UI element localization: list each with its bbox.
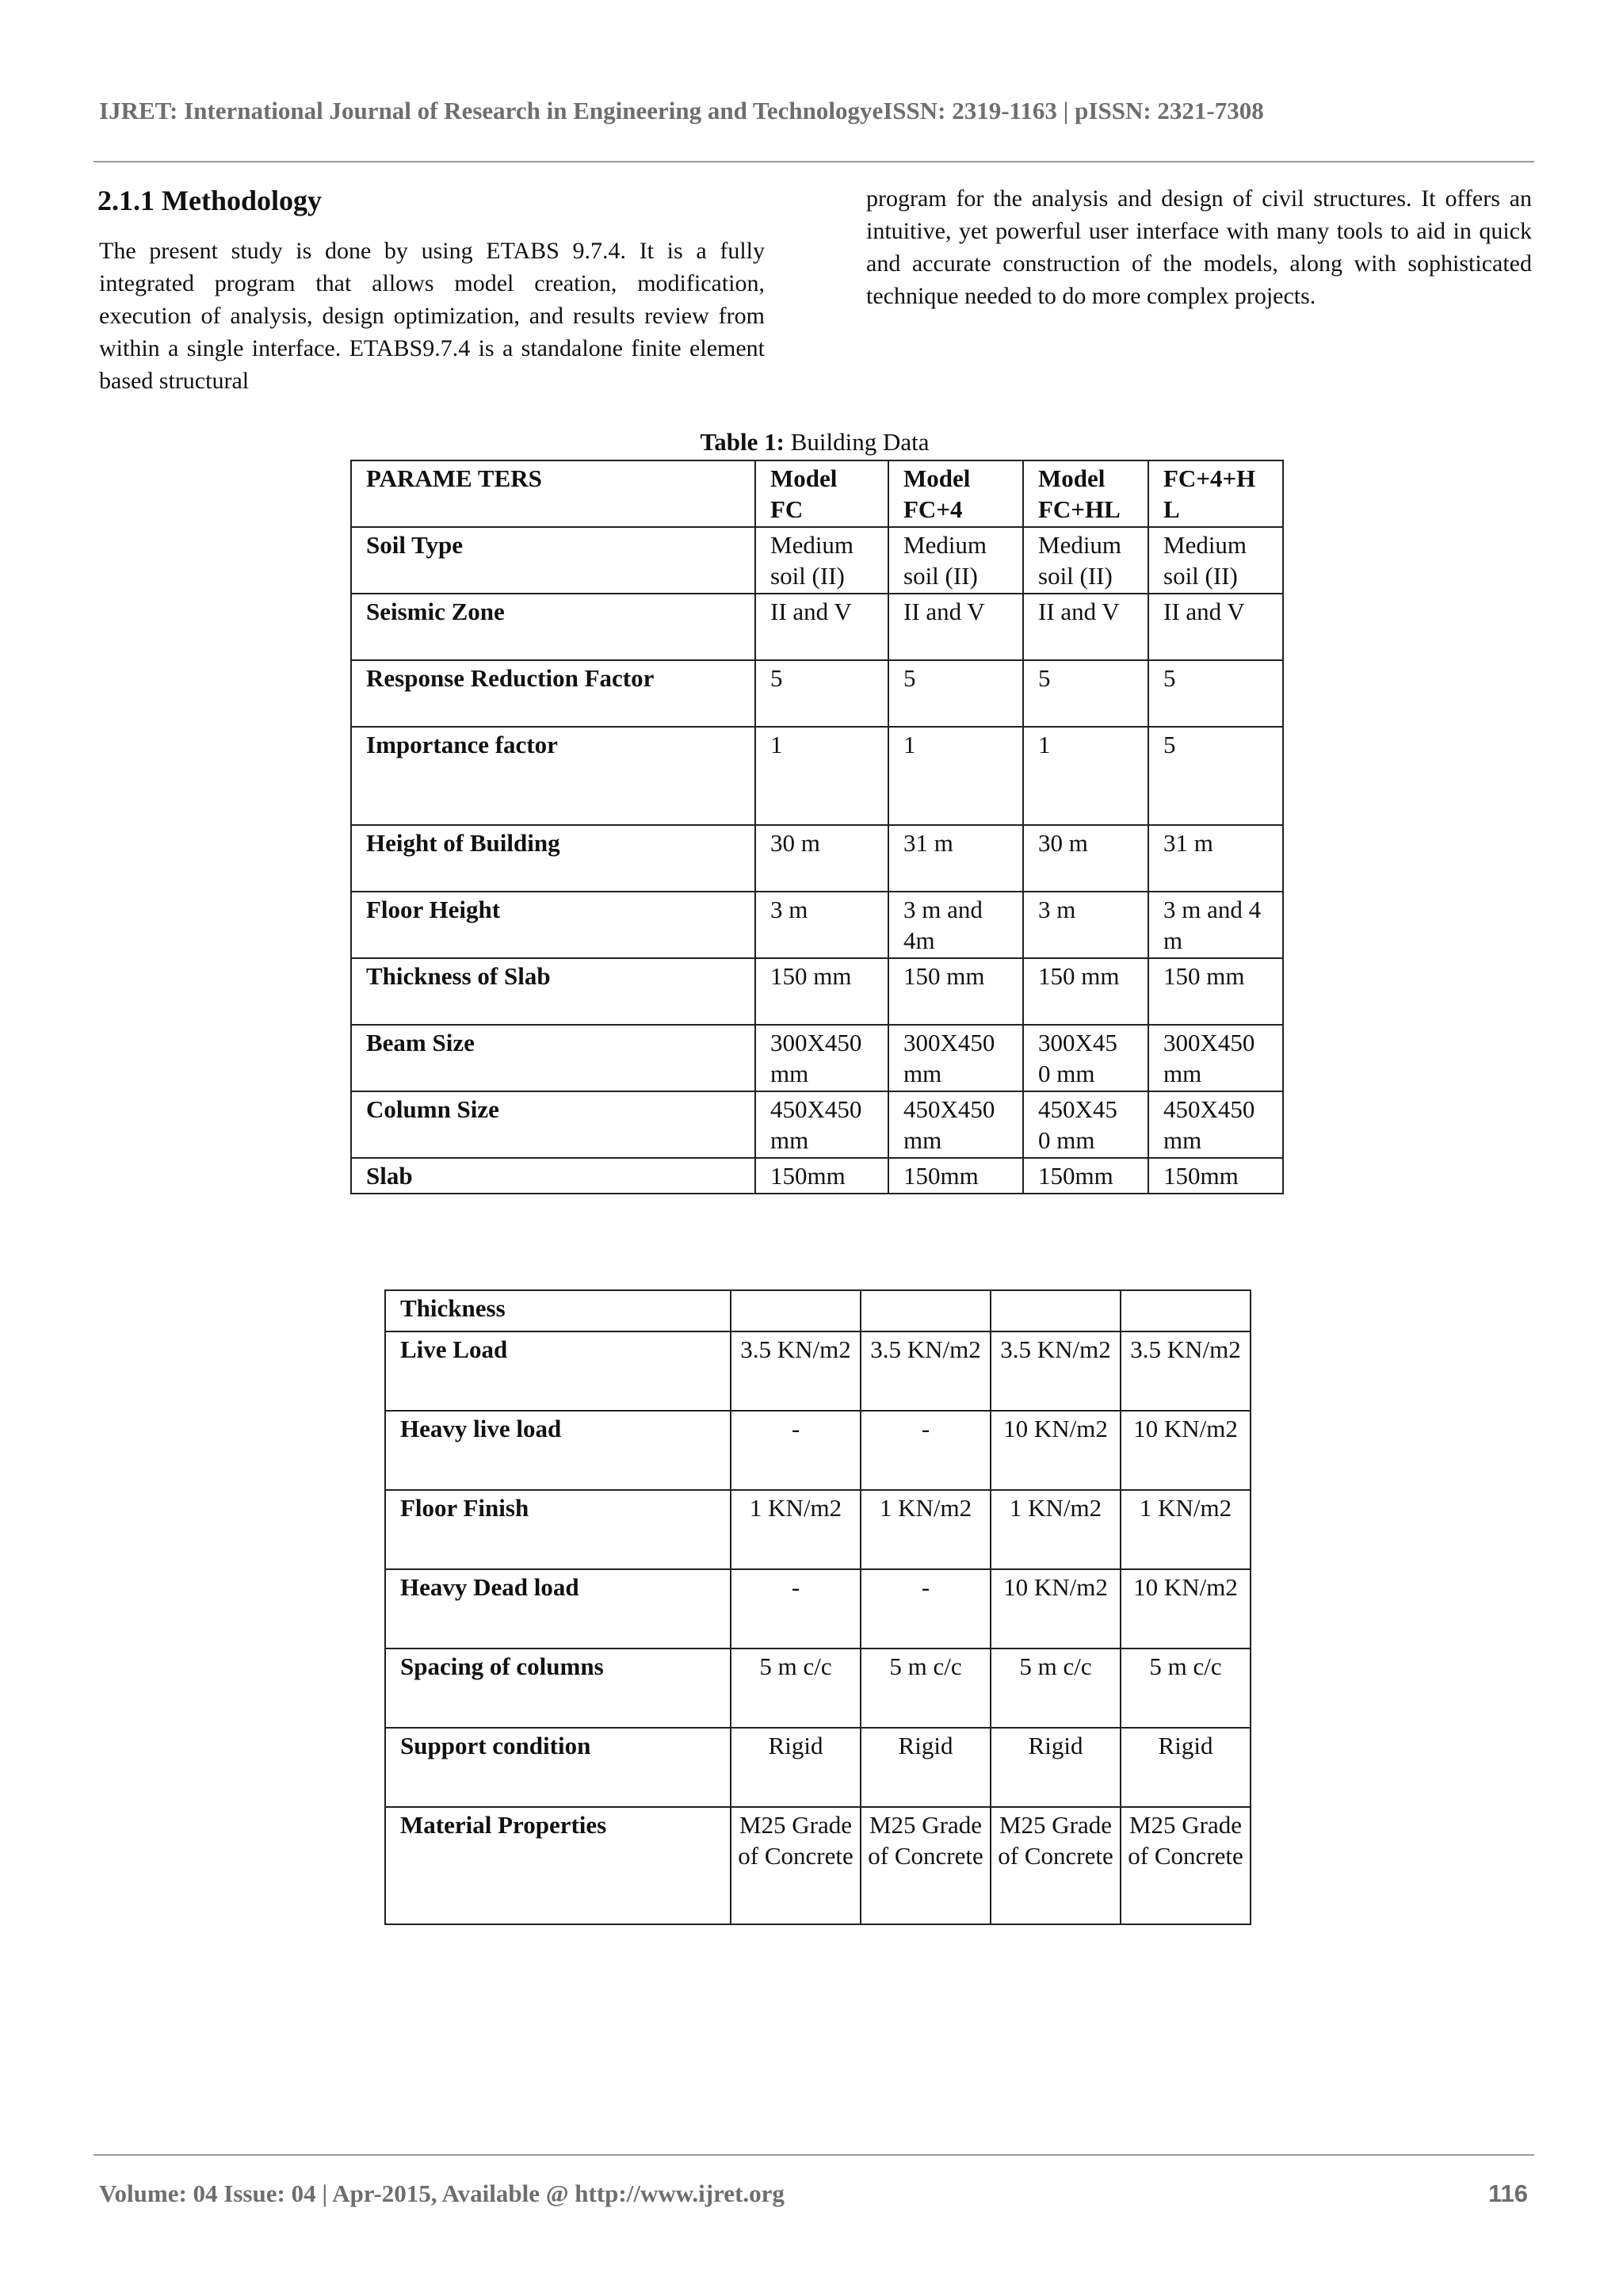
parameter-cell: Spacing of columns (385, 1648, 731, 1728)
value-cell: 150mm (888, 1158, 1023, 1194)
parameter-cell: Material Properties (385, 1807, 731, 1924)
value-cell: Rigid (991, 1728, 1121, 1807)
table-caption-text: Building Data (784, 428, 930, 456)
value-cell (731, 1290, 861, 1331)
parameter-cell: Column Size (351, 1091, 755, 1158)
value-cell: 300X450 mm (755, 1025, 888, 1091)
header-cell-model: Model FC+4 (888, 460, 1023, 527)
table-row (351, 825, 1283, 892)
parameter-cell: Slab (351, 1158, 755, 1194)
value-cell: - (731, 1411, 861, 1490)
parameter-cell: Seismic Zone (351, 594, 755, 660)
value-cell: II and V (755, 594, 888, 660)
value-cell: 450X450 mm (755, 1091, 888, 1158)
value-cell (1121, 1290, 1251, 1331)
table-row (385, 1648, 1251, 1728)
value-cell: II and V (1023, 594, 1148, 660)
table-row (351, 527, 1283, 594)
header-cell-model: Model FC (755, 460, 888, 527)
value-cell: 5 m c/c (991, 1648, 1121, 1728)
value-cell: 10 KN/m2 (1121, 1569, 1251, 1648)
value-cell: 150 mm (1023, 958, 1148, 1025)
footer-divider (94, 2154, 1534, 2156)
parameter-cell: Thickness of Slab (351, 958, 755, 1025)
header-cell-model: Model FC+HL (1023, 460, 1148, 527)
value-cell: 30 m (1023, 825, 1148, 892)
parameter-cell: Heavy live load (385, 1411, 731, 1490)
value-cell: 450X450 mm (1148, 1091, 1283, 1158)
table-row (351, 1158, 1283, 1194)
value-cell: 1 KN/m2 (1121, 1490, 1251, 1569)
value-cell: 5 (1148, 727, 1283, 825)
value-cell: 300X45 0 mm (1023, 1025, 1148, 1091)
value-cell: 150mm (755, 1158, 888, 1194)
value-cell: Medium soil (II) (888, 527, 1023, 594)
value-cell: 150 mm (888, 958, 1023, 1025)
paragraph-right: program for the analysis and design of civil structures. It offers an intuitive, yet powerful user interface with many tools to aid in quick and accurate construction of the models, along with sophisticated technique needed to do more complex projects. (866, 185, 1532, 309)
table-row (385, 1807, 1251, 1924)
table-row (351, 1025, 1283, 1091)
parameter-cell: Thickness (385, 1290, 731, 1331)
table-row (385, 1490, 1251, 1569)
table-row (351, 594, 1283, 660)
parameter-cell: Importance factor (351, 727, 755, 825)
value-cell: - (731, 1569, 861, 1648)
value-cell: 10 KN/m2 (1121, 1411, 1251, 1490)
value-cell: 5 (888, 660, 1023, 727)
value-cell: Rigid (861, 1728, 991, 1807)
table-row (385, 1728, 1251, 1807)
table-row (385, 1290, 1251, 1331)
value-cell: II and V (888, 594, 1023, 660)
section-heading: 2.1.1 Methodology (97, 185, 322, 216)
value-cell: - (861, 1569, 991, 1648)
parameter-cell: Height of Building (351, 825, 755, 892)
value-cell: 300X450 mm (888, 1025, 1023, 1091)
parameter-cell: Soil Type (351, 527, 755, 594)
value-cell: 30 m (755, 825, 888, 892)
table-row (351, 727, 1283, 825)
value-cell: 31 m (888, 825, 1023, 892)
value-cell (861, 1290, 991, 1331)
value-cell: 5 m c/c (861, 1648, 991, 1728)
parameter-cell: Floor Finish (385, 1490, 731, 1569)
table-row (385, 1331, 1251, 1411)
value-cell: Medium soil (II) (1148, 527, 1283, 594)
value-cell: 150 mm (1148, 958, 1283, 1025)
value-cell: 3.5 KN/m2 (991, 1331, 1121, 1411)
value-cell: 150mm (1148, 1158, 1283, 1194)
value-cell: 1 KN/m2 (991, 1490, 1121, 1569)
load-data-table (384, 1289, 1251, 1925)
value-cell: 3 m and 4m (888, 892, 1023, 958)
value-cell: 31 m (1148, 825, 1283, 892)
value-cell: 3.5 KN/m2 (861, 1331, 991, 1411)
running-footer: Volume: 04 Issue: 04 | Apr-2015, Available @ http://www.ijret.org (99, 2179, 785, 2207)
value-cell: - (861, 1411, 991, 1490)
value-cell: M25 Grade of Concrete (1121, 1807, 1251, 1924)
value-cell: 1 KN/m2 (861, 1490, 991, 1569)
value-cell: Medium soil (II) (755, 527, 888, 594)
value-cell: II and V (1148, 594, 1283, 660)
value-cell: 450X450 mm (888, 1091, 1023, 1158)
table-row (351, 1091, 1283, 1158)
parameter-cell: Response Reduction Factor (351, 660, 755, 727)
parameter-cell: Floor Height (351, 892, 755, 958)
body-column-right (866, 182, 1532, 312)
value-cell: 5 (1148, 660, 1283, 727)
value-cell: 450X45 0 mm (1023, 1091, 1148, 1158)
page-number: 116 (1487, 2179, 1528, 2207)
value-cell: 1 (755, 727, 888, 825)
parameter-cell: Support condition (385, 1728, 731, 1807)
value-cell: 5 (1023, 660, 1148, 727)
value-cell: 3 m and 4 m (1148, 892, 1283, 958)
table-row (385, 1411, 1251, 1490)
value-cell: M25 Grade of Concrete (861, 1807, 991, 1924)
parameter-cell: Live Load (385, 1331, 731, 1411)
value-cell: Rigid (1121, 1728, 1251, 1807)
value-cell: M25 Grade of Concrete (991, 1807, 1121, 1924)
value-cell: 1 KN/m2 (731, 1490, 861, 1569)
value-cell: 3 m (1023, 892, 1148, 958)
value-cell: 5 m c/c (731, 1648, 861, 1728)
paragraph-left: The present study is done by using ETABS 9.7.4. It is a fully integrated program that allows model creation, modification, execution of analysis, design optimization, and results review from within a single interface. ETABS9.7.4 is a standalone finite element based structural (99, 238, 765, 394)
body-column-left (99, 235, 765, 397)
building-data-table (350, 460, 1284, 1194)
header-divider (94, 161, 1534, 162)
value-cell: Rigid (731, 1728, 861, 1807)
running-header: IJRET: International Journal of Research in Engineering and TechnologyeISSN: 2319-1163 | pISSN: 2321-7308 (99, 97, 1264, 124)
table-header-row (351, 460, 1283, 527)
table-caption (349, 428, 1281, 457)
value-cell: Medium soil (II) (1023, 527, 1148, 594)
table-row (351, 892, 1283, 958)
value-cell: 300X450 mm (1148, 1025, 1283, 1091)
value-cell: 10 KN/m2 (991, 1569, 1121, 1648)
parameter-cell: Beam Size (351, 1025, 755, 1091)
value-cell: 5 (755, 660, 888, 727)
value-cell: 3.5 KN/m2 (1121, 1331, 1251, 1411)
value-cell: 150mm (1023, 1158, 1148, 1194)
value-cell: 10 KN/m2 (991, 1411, 1121, 1490)
header-cell-parameters: PARAME TERS (351, 460, 755, 527)
table-row (351, 660, 1283, 727)
value-cell: 3 m (755, 892, 888, 958)
value-cell: M25 Grade of Concrete (731, 1807, 861, 1924)
value-cell: 3.5 KN/m2 (731, 1331, 861, 1411)
table-row (385, 1569, 1251, 1648)
value-cell (991, 1290, 1121, 1331)
table-row (351, 958, 1283, 1025)
value-cell: 1 (888, 727, 1023, 825)
value-cell: 1 (1023, 727, 1148, 825)
value-cell: 5 m c/c (1121, 1648, 1251, 1728)
header-cell-model: FC+4+H L (1148, 460, 1283, 527)
value-cell: 150 mm (755, 958, 888, 1025)
table-caption-label: Table 1: (700, 428, 785, 456)
parameter-cell: Heavy Dead load (385, 1569, 731, 1648)
